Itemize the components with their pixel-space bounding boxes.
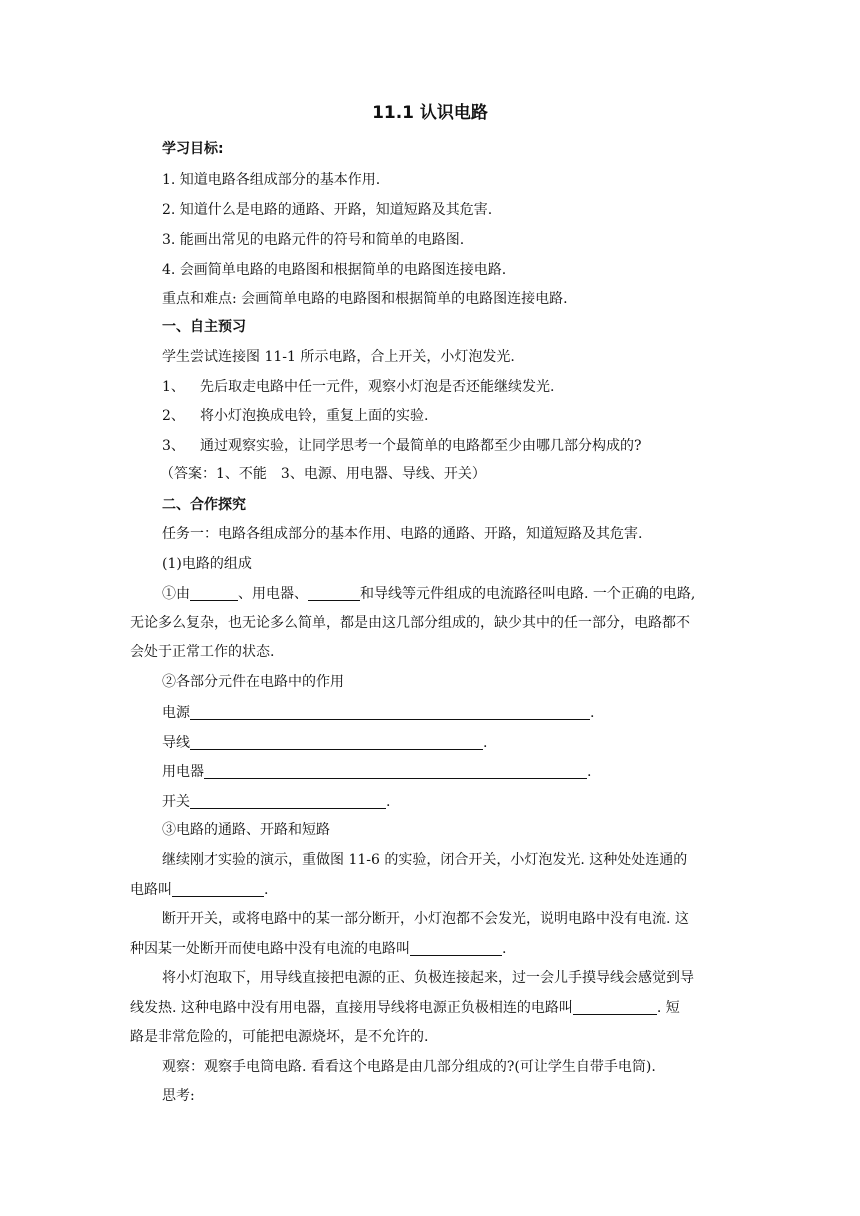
task-one: 任务一：电路各组成部分的基本作用、电路的通路、开路，知道短路及其危害.	[162, 526, 643, 542]
objective-item: 3. 能画出常见的电路元件的符号和简单的电路图.	[162, 232, 465, 248]
step-number: 1、	[162, 379, 185, 395]
sentence-part: 电路叫	[130, 882, 172, 898]
sentence-part: 种因某一处断开而使电路中没有电流的电路叫	[130, 941, 410, 957]
paragraph-line: 无论多么复杂，也无论多么简单，都是由这几部分组成的，缺少其中的任一部分，电路都不	[130, 615, 690, 631]
role-line-power	[162, 705, 594, 720]
role-label: 用电器	[162, 764, 204, 780]
sentence-part: .	[264, 882, 269, 898]
step-number: 2、	[162, 408, 185, 424]
role-line-wire	[162, 735, 487, 750]
paragraph-line: 将小灯泡取下，用导线直接把电源的正、负极连接起来，过一会儿手摸导线会感觉到导	[162, 970, 694, 986]
sentence-part: ①由	[162, 586, 190, 602]
section1-answer: （答案：1、不能 3、电源、用电器、导线、开关）	[160, 466, 486, 482]
answer-blank[interactable]	[204, 764, 587, 779]
observe-line: 观察：观察手电筒电路. 看看这个电路是由几部分组成的?(可让学生自带手电筒).	[162, 1059, 656, 1075]
answer-blank[interactable]	[410, 941, 502, 956]
answer-blank[interactable]	[190, 735, 483, 750]
paragraph-line	[130, 1000, 680, 1015]
step-number: 3、	[162, 438, 185, 454]
answer-blank[interactable]	[190, 705, 590, 720]
paragraph-line	[130, 882, 268, 897]
step-text: 通过观察实验，让同学思考一个最简单的电路都至少由哪几部分构成的?	[200, 438, 642, 454]
paragraph-line: 断开开关，或将电路中的某一部分断开，小灯泡都不会发光，说明电路中没有电流. 这	[162, 911, 689, 927]
role-line-switch	[162, 794, 390, 809]
paragraph-line: 会处于正常工作的状态.	[130, 644, 275, 660]
paragraph-line: 继续刚才实验的演示，重做图 11-6 的实验，闭合开关，小灯泡发光. 这种处处连通的	[162, 852, 688, 868]
role-end: .	[386, 794, 391, 810]
page-title: 11.1 认识电路	[372, 103, 488, 123]
section1-intro: 学生尝试连接图 11-1 所示电路，合上开关，小灯泡发光.	[162, 349, 515, 365]
role-label: 导线	[162, 735, 190, 751]
answer-blank[interactable]	[308, 586, 360, 601]
objective-item: 4. 会画简单电路的电路图和根据简单的电路图连接电路.	[162, 262, 507, 278]
step-text: 将小灯泡换成电铃，重复上面的实验.	[200, 408, 429, 424]
section1-heading: 一、自主预习	[162, 319, 246, 335]
key-points: 重点和难点: 会画简单电路的电路图和根据简单的电路图连接电路.	[162, 291, 568, 307]
section1-step	[162, 380, 554, 394]
sentence-part: 和导线等元件组成的电流路径叫电路. 一个正确的电路,	[360, 586, 696, 602]
role-label: 开关	[162, 794, 190, 810]
answer-blank[interactable]	[190, 586, 238, 601]
subsection-component-roles: ②各部分元件在电路中的作用	[162, 674, 344, 690]
step-text: 先后取走电路中任一元件，观察小灯泡是否还能继续发光.	[200, 379, 555, 395]
role-line-appliance	[162, 764, 591, 779]
paragraph-line: 路是非常危险的，可能把电源烧坏，是不允许的.	[130, 1029, 429, 1045]
objective-item: 2. 知道什么是电路的通路、开路，知道短路及其危害.	[162, 202, 493, 218]
answer-blank[interactable]	[573, 1000, 657, 1015]
section1-step	[162, 439, 642, 453]
role-end: .	[483, 735, 488, 751]
role-label: 电源	[162, 705, 190, 721]
sentence-part: 线发热. 这种电路中没有用电器，直接用导线将电源正负极相连的电路叫	[130, 1000, 573, 1016]
subsection-circuit-states: ③电路的通路、开路和短路	[162, 822, 330, 838]
fill-in-sentence	[162, 586, 695, 601]
think-line: 思考:	[162, 1088, 195, 1104]
sentence-part: 、用电器、	[238, 586, 308, 602]
objective-item: 1. 知道电路各组成部分的基本作用.	[162, 172, 381, 188]
role-end: .	[590, 705, 595, 721]
answer-blank[interactable]	[172, 882, 264, 897]
subsection-circuit-composition: (1)电路的组成	[162, 556, 252, 572]
section1-step	[162, 409, 428, 423]
sentence-part: . 短	[656, 1000, 680, 1016]
role-end: .	[587, 764, 592, 780]
objectives-heading: 学习目标:	[162, 141, 224, 157]
sentence-part: .	[502, 941, 507, 957]
section2-heading: 二、合作探究	[162, 497, 246, 513]
answer-blank[interactable]	[190, 794, 386, 809]
paragraph-line	[130, 941, 506, 956]
